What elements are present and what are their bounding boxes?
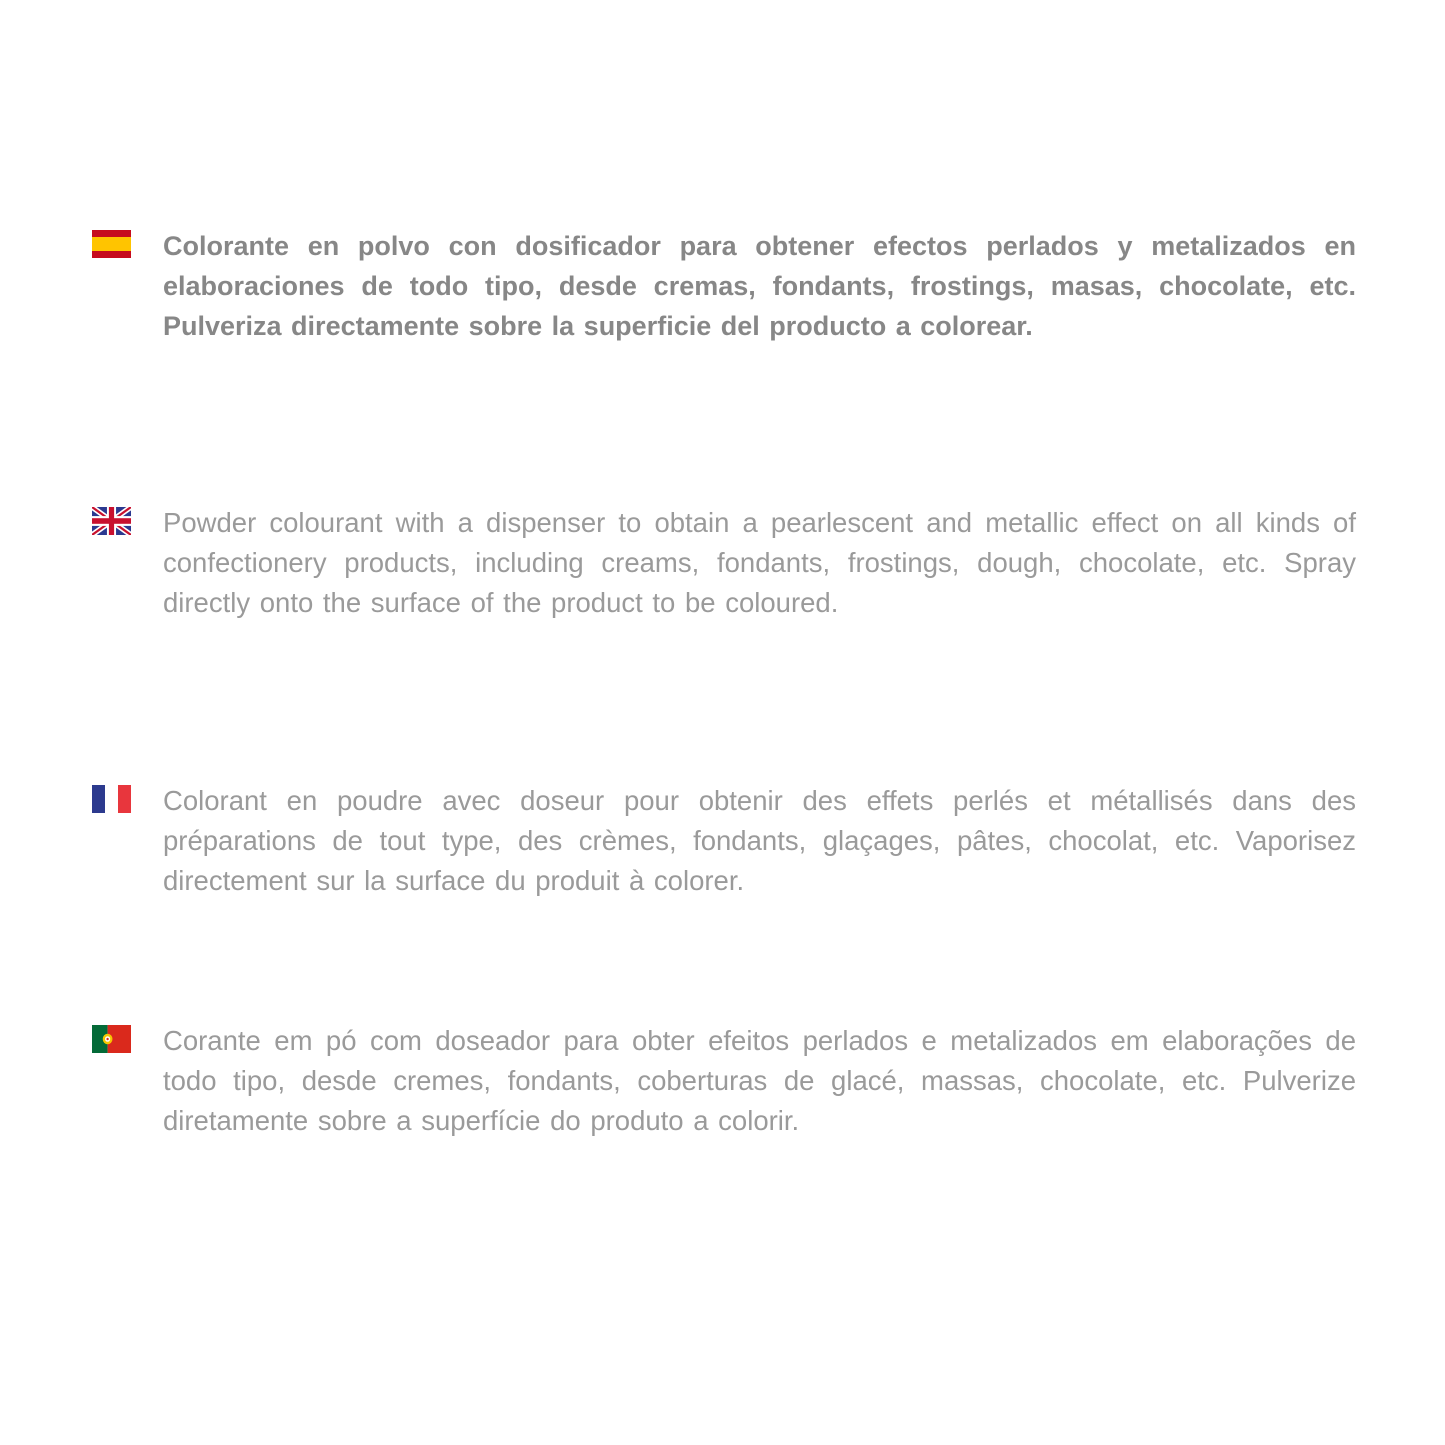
description-section-english	[92, 503, 1356, 623]
description-text-english: Powder colourant with a dispenser to obtain a pearlescent and metallic effect on all kinds of confectionery products, including creams, fondants, frostings, dough, chocolate, etc. Spray directly onto the surface of the product to be coloured.	[163, 507, 1356, 618]
description-section-french	[92, 781, 1356, 901]
description-text-portuguese: Corante em pó com doseador para obter efeitos perlados e metalizados em elaborações de todo tipo, desde cremes, fondants, coberturas de glacé, massas, chocolate, etc. Pulverize diretamente sobre a superfície do produto a colorir.	[163, 1025, 1356, 1136]
spain-flag-icon	[92, 230, 131, 258]
uk-flag-icon	[92, 507, 131, 535]
description-text-french: Colorant en poudre avec doseur pour obtenir des effets perlés et métallisés dans des préparations de tout type, des crèmes, fondants, glaçages, pâtes, chocolat, etc. Vaporisez directement sur la surface du produit à colorer.	[163, 785, 1356, 896]
description-section-portuguese	[92, 1021, 1356, 1141]
portugal-flag-icon	[92, 1025, 131, 1053]
description-section-spanish	[92, 226, 1356, 346]
france-flag-icon	[92, 785, 131, 813]
description-text-spanish: Colorante en polvo con dosificador para obtener efectos perlados y metalizados en elaboraciones de todo tipo, desde cremas, fondants, frostings, masas, chocolate, etc. Pulveriza directamente sobre la superficie del producto a colorear.	[163, 231, 1356, 341]
